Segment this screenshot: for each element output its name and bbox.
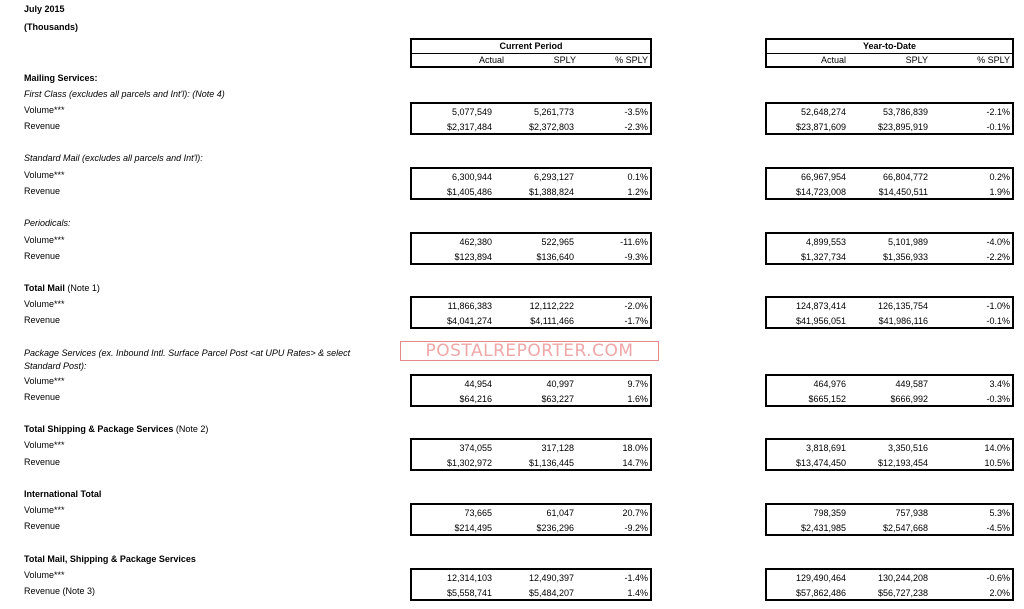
- cell: -0.1%: [986, 122, 1010, 132]
- cell: $136,640: [536, 252, 574, 262]
- current-period-title: Current Period: [499, 41, 563, 51]
- cell: 12,314,103: [446, 573, 492, 583]
- cell: $4,041,274: [446, 316, 492, 326]
- cell: 374,055: [459, 443, 492, 453]
- cell: 5.3%: [989, 508, 1010, 518]
- cell: 464,976: [813, 379, 846, 389]
- cell: 124,873,414: [795, 301, 846, 311]
- cell: -11.6%: [620, 237, 648, 247]
- cell: -9.3%: [624, 252, 648, 262]
- cell: $56,727,238: [877, 588, 928, 598]
- row-label-revenue: Revenue: [24, 186, 61, 196]
- postalreporter-watermark: POSTALREPORTER.COM: [400, 341, 659, 361]
- row-label-volume: Volume***: [24, 105, 65, 115]
- section-title-bold: Total Mail: [24, 283, 65, 293]
- grand-total-ytd-box: [765, 568, 1014, 601]
- cell: 52,648,274: [800, 107, 846, 117]
- cell: $5,558,741: [446, 588, 492, 598]
- col-actual: Actual: [478, 55, 504, 65]
- standard-mail-ytd-box: [765, 167, 1014, 200]
- cell: $1,356,933: [882, 252, 928, 262]
- section-title-note: (Note 2): [173, 424, 209, 434]
- cell: $4,111,466: [530, 316, 574, 326]
- international-ytd-box: [765, 503, 1014, 536]
- cell: -0.1%: [986, 316, 1010, 326]
- cell: -0.3%: [986, 394, 1010, 404]
- cell: 61,047: [546, 508, 574, 518]
- cell: 5,261,773: [533, 107, 574, 117]
- cell: 0.2%: [989, 172, 1010, 182]
- row-label-volume: Volume***: [24, 235, 65, 245]
- cell: 0.1%: [627, 172, 648, 182]
- cell: 1.4%: [627, 588, 648, 598]
- cell: $41,956,051: [795, 316, 846, 326]
- cell: 129,490,464: [795, 573, 846, 583]
- mailing-services-heading: Mailing Services:: [24, 73, 98, 83]
- cell: $1,302,972: [446, 458, 492, 468]
- cell: 12,112,222: [529, 301, 574, 311]
- section-title-total-shipping: [24, 424, 208, 435]
- cell: $13,474,450: [795, 458, 846, 468]
- current-period-header: [410, 38, 652, 68]
- cell: 11,866,383: [447, 301, 492, 311]
- row-label-revenue: Revenue: [24, 251, 61, 261]
- section-title-first-class: First Class (excludes all parcels and Int'l): (Note 4): [24, 89, 225, 99]
- cell: $666,992: [890, 394, 928, 404]
- cell: 3,350,516: [887, 443, 928, 453]
- cell: $2,431,985: [800, 523, 846, 533]
- row-label-revenue: Revenue: [24, 315, 61, 325]
- section-title-international: International Total: [24, 489, 102, 499]
- cell: -2.2%: [986, 252, 1010, 262]
- cell: 798,359: [813, 508, 846, 518]
- cell: 5,077,549: [451, 107, 492, 117]
- cell: $665,152: [808, 394, 846, 404]
- col-sply-ytd: SPLY: [905, 55, 928, 65]
- cell: $14,450,511: [878, 187, 928, 197]
- section-title-total-mail: [24, 283, 100, 294]
- cell: 14.0%: [984, 443, 1010, 453]
- cell: -2.0%: [624, 301, 648, 311]
- cell: -4.0%: [986, 237, 1010, 247]
- cell: -2.1%: [986, 107, 1010, 117]
- cell: 757,938: [895, 508, 928, 518]
- total-shipping-ytd-box: [765, 438, 1014, 471]
- cell: 1.2%: [627, 187, 648, 197]
- cell: $1,405,486: [446, 187, 492, 197]
- row-label-volume: Volume***: [24, 570, 65, 580]
- section-title-bold: Total Shipping & Package Services: [24, 424, 174, 434]
- section-title-standard-mail: Standard Mail (excludes all parcels and Int'l):: [24, 153, 203, 163]
- cell: $5,484,207: [528, 588, 574, 598]
- international-current-box: [410, 503, 652, 536]
- cell: 317,128: [541, 443, 574, 453]
- report-units: (Thousands): [24, 22, 78, 32]
- cell: 522,965: [541, 237, 574, 247]
- ytd-title: Year-to-Date: [862, 41, 916, 51]
- package-services-ytd-box: [765, 374, 1014, 407]
- cell: $23,895,919: [877, 122, 928, 132]
- cell: $214,495: [454, 523, 492, 533]
- cell: 18.0%: [622, 443, 648, 453]
- section-title-note: (Note 1): [64, 283, 100, 293]
- cell: $41,986,116: [878, 316, 928, 326]
- row-label-volume: Volume***: [24, 376, 65, 386]
- cell: 44,954: [464, 379, 492, 389]
- section-title-package-services-line2: Standard Post):: [24, 361, 87, 371]
- cell: $1,388,824: [528, 187, 574, 197]
- cell: $1,327,734: [800, 252, 846, 262]
- row-label-revenue: Revenue: [24, 457, 61, 467]
- grand-total-current-box: [410, 568, 652, 601]
- cell: 126,135,754: [877, 301, 928, 311]
- cell: 53,786,839: [882, 107, 928, 117]
- cell: $1,136,445: [528, 458, 574, 468]
- row-label-revenue: Revenue: [24, 392, 61, 402]
- cell: -1.0%: [986, 301, 1010, 311]
- first-class-ytd-box: [765, 102, 1014, 135]
- row-label-volume: Volume***: [24, 170, 65, 180]
- cell: 3.4%: [989, 379, 1010, 389]
- cell: 130,244,208: [877, 573, 928, 583]
- first-class-current-box: [410, 102, 652, 135]
- cell: 6,300,944: [451, 172, 492, 182]
- cell: $63,227: [541, 394, 574, 404]
- cell: $12,193,454: [877, 458, 928, 468]
- cell: 20.7%: [622, 508, 648, 518]
- cell: $123,894: [454, 252, 492, 262]
- cell: 3,818,691: [805, 443, 846, 453]
- row-label-volume: Volume***: [24, 299, 65, 309]
- cell: 40,997: [546, 379, 574, 389]
- cell: $23,871,609: [795, 122, 846, 132]
- cell: 10.5%: [984, 458, 1010, 468]
- cell: -9.2%: [624, 523, 648, 533]
- cell: -3.5%: [624, 107, 648, 117]
- col-sply: SPLY: [553, 55, 576, 65]
- total-mail-current-box: [410, 296, 652, 329]
- report-date: July 2015: [24, 4, 65, 14]
- section-title-periodicals: Periodicals:: [24, 218, 71, 228]
- cell: $2,372,803: [528, 122, 574, 132]
- cell: 1.9%: [989, 187, 1010, 197]
- cell: 5,101,989: [887, 237, 928, 247]
- cell: -0.6%: [986, 573, 1010, 583]
- periodicals-ytd-box: [765, 232, 1014, 265]
- row-label-revenue: Revenue: [24, 521, 61, 531]
- cell: 73,665: [464, 508, 492, 518]
- cell: 2.0%: [989, 588, 1010, 598]
- row-label-revenue: Revenue: [24, 121, 61, 131]
- cell: 1.6%: [627, 394, 648, 404]
- col-pct-sply: % SPLY: [615, 55, 648, 65]
- cell: -2.3%: [624, 122, 648, 132]
- row-label-revenue: Revenue (Note 3): [24, 586, 96, 596]
- periodicals-current-box: [410, 232, 652, 265]
- cell: $64,216: [459, 394, 492, 404]
- cell: $14,723,008: [795, 187, 846, 197]
- cell: $2,547,668: [882, 523, 928, 533]
- cell: -1.4%: [624, 573, 648, 583]
- col-actual-ytd: Actual: [820, 55, 846, 65]
- row-label-volume: Volume***: [24, 505, 65, 515]
- cell: 4,899,553: [805, 237, 846, 247]
- cell: -4.5%: [986, 523, 1010, 533]
- total-mail-ytd-box: [765, 296, 1014, 329]
- package-services-current-box: [410, 374, 652, 407]
- cell: 12,490,397: [528, 573, 574, 583]
- cell: $2,317,484: [446, 122, 492, 132]
- cell: 14.7%: [622, 458, 648, 468]
- cell: $57,862,486: [795, 588, 846, 598]
- ytd-header: [765, 38, 1014, 68]
- col-pct-sply-ytd: % SPLY: [977, 55, 1010, 65]
- cell: 9.7%: [627, 379, 648, 389]
- cell: 6,293,127: [533, 172, 574, 182]
- section-title-package-services: Package Services (ex. Inbound Intl. Surface Parcel Post <at UPU Rates> & select: [24, 348, 351, 358]
- cell: 449,587: [895, 379, 928, 389]
- cell: 66,967,954: [800, 172, 846, 182]
- cell: -1.7%: [624, 316, 648, 326]
- cell: 462,380: [459, 237, 492, 247]
- section-title-grand-total: Total Mail, Shipping & Package Services: [24, 554, 196, 564]
- standard-mail-current-box: [410, 167, 652, 200]
- cell: $236,296: [536, 523, 574, 533]
- cell: 66,804,772: [882, 172, 928, 182]
- row-label-volume: Volume***: [24, 440, 65, 450]
- total-shipping-current-box: [410, 438, 652, 471]
